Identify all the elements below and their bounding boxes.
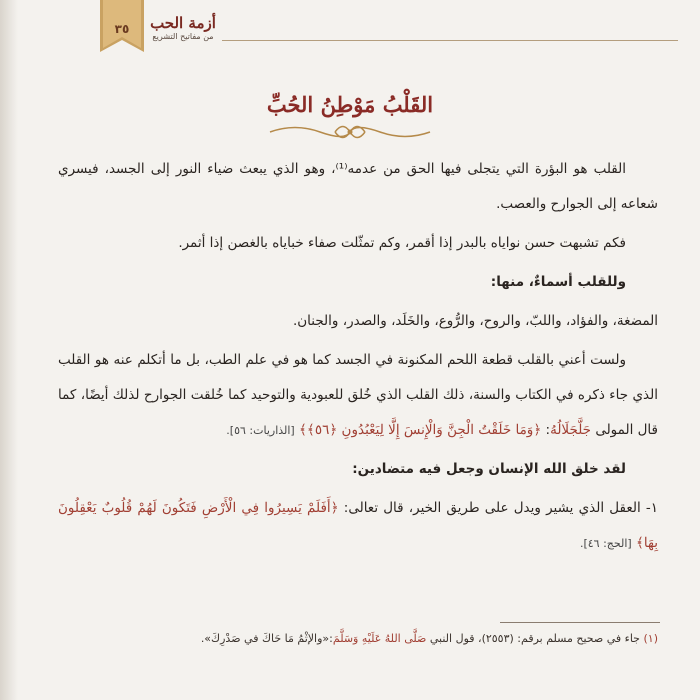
- footnote-marker: (١): [643, 632, 658, 645]
- heading-heart-names: وللقلب أسماءٌ، منها:: [490, 274, 626, 290]
- page-header: [0, 0, 700, 75]
- paragraph-heart-meaning: ولست أعني بالقلب قطعة اللحم المكنونة في الجسد كما هو في علم الطب، بل ما أتكلم عنه هو القلب الذي جاء ذكره في الكتاب والسنة، ذلك القلب الذي خُلق للعبودية والتوحيد كما خُلقت الجوارح لذلك أيضًا، كما قال المولى جَلَّجَلَالُهُ: ﴿وَمَا خَلَقْتُ الْجِنَّ وَالْإِنسَ إِلَّا لِيَعْبُدُونِ ﴿٥٦﴾﴾ [الذاريات: ٥٦].: [58, 352, 658, 438]
- book-title-logo: [148, 14, 218, 42]
- book-title: أزمة الحب: [150, 14, 216, 32]
- chapter-title: القَلْبُ مَوْطِنُ الحُبِّ: [266, 92, 434, 117]
- heading-opposites: لقد خلق الله الإنسان وجعل فيه متضادين:: [352, 461, 626, 477]
- heart-names-list: المضغة، والفؤاد، واللبّ، والروح، والرُّوع، والخَلَد، والصدر، والجنان.: [292, 313, 658, 329]
- list-item-intellect-text: ١- العقل الذي يشير ويدل على طريق الخير، قال تعالى:: [343, 500, 658, 516]
- list-item-intellect: [58, 491, 658, 561]
- footnote-salutation: صَلَّى اللهُ عَلَيْهِ وَسَلَّمَ: [332, 632, 427, 645]
- paragraph-heart-definition: القلب هو البؤرة التي يتجلى فيها الحق من عدمه⁽¹⁾، وهو الذي يبعث ضياء النور إلى الجسد، فيسري شعاعه إلى الجوارح والعصب.: [58, 161, 658, 212]
- paragraph-heart-likeness: فكم تشبهت حسن نواياه بالبدر إذا أقمر، وكم تمثّلت صفاء خباياه بالغصن إذا أثمر.: [178, 235, 626, 251]
- footnote: [58, 632, 658, 645]
- body-text: [58, 152, 658, 565]
- footnote-rule: [500, 622, 660, 623]
- book-subtitle: من مفاتيح التشريع: [152, 32, 214, 41]
- quran-verse-dhariyat: ﴿وَمَا خَلَقْتُ الْجِنَّ وَالْإِنسَ إِلَّا لِيَعْبُدُونِ ﴿٥٦﴾﴾: [299, 422, 542, 438]
- footnote-hadith-quote: :«والإثْمُ مَا حَاكَ في صَدْرِكَ».: [200, 632, 333, 645]
- paragraph-heart-meaning-text: ولست أعني بالقلب قطعة اللحم المكنونة في الجسد كما هو في علم الطب، بل ما أتكلم عنه هو القلب الذي جاء ذكره في الكتاب والسنة، ذلك القلب الذي خُلق للعبودية والتوحيد كما خُلقت الجوارح لذلك أيضًا، كما قال المولى: [58, 352, 658, 438]
- quran-verse-hajj: ﴿أَفَلَمْ يَسِيرُوا فِي الْأَرْضِ فَتَكُونَ لَهُمْ قُلُوبٌ يَعْقِلُونَ بِهَا﴾: [58, 500, 658, 551]
- verse-reference-dhariyat: [الذاريات: ٥٦].: [226, 424, 295, 437]
- footnote-text: جاء في صحيح مسلم برقم: (٢٥٥٣)، قول النبي: [429, 632, 640, 645]
- page-number: ٣٥: [114, 22, 130, 36]
- verse-reference-hajj: [الحج: ٤٦].: [579, 537, 632, 550]
- honorific: جَلَّجَلَالُهُ: [550, 422, 592, 438]
- header-rule: [222, 40, 678, 41]
- ornament-divider-icon: [265, 121, 435, 143]
- chapter-title-block: [0, 92, 700, 143]
